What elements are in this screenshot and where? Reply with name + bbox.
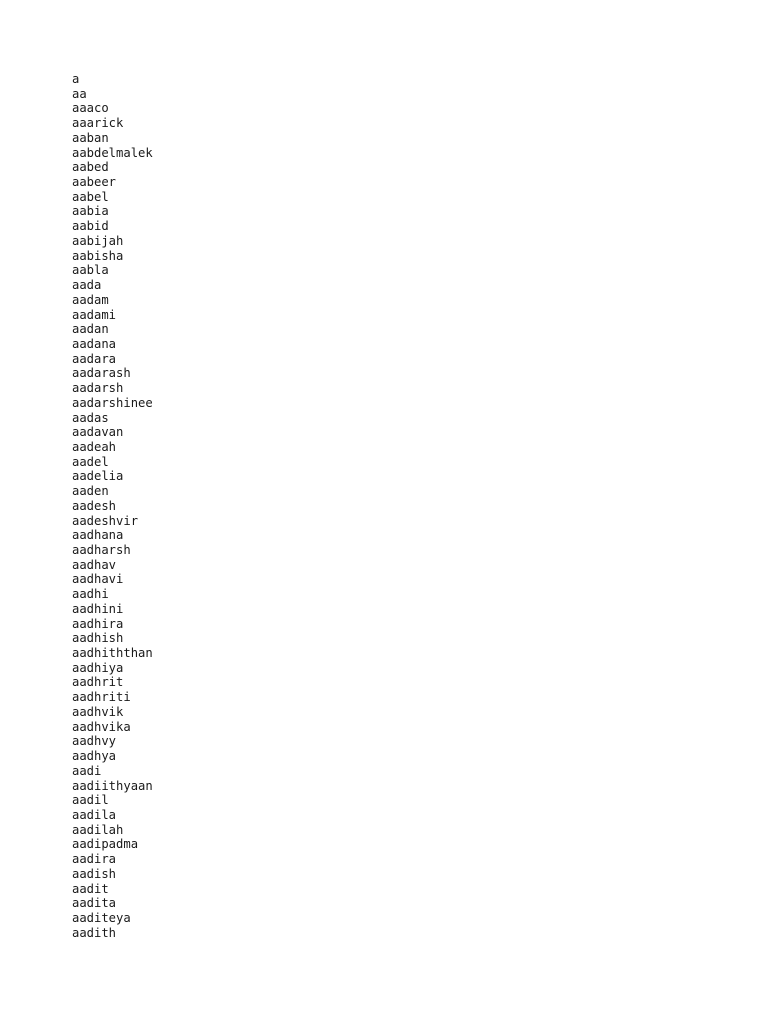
list-item: aadavan xyxy=(72,425,124,440)
list-item: aabeer xyxy=(72,175,117,190)
list-item: aadelia xyxy=(72,469,124,484)
list-item: a xyxy=(72,72,80,86)
list-item: aadara xyxy=(72,351,117,366)
list-item: aabisha xyxy=(72,248,124,263)
list-item: aadhvika xyxy=(72,719,131,734)
list-item: aadarshinee xyxy=(72,395,153,410)
list-item: aadami xyxy=(72,307,117,322)
list-item: aabdelmalek xyxy=(72,145,153,160)
list-item: aaden xyxy=(72,484,109,499)
list-item: aabid xyxy=(72,219,109,234)
list-item: aadhvik xyxy=(72,704,124,719)
list-item: aabla xyxy=(72,263,109,278)
list-item: aadit xyxy=(72,881,109,896)
list-item: aaban xyxy=(72,130,109,145)
list-item: aadhi xyxy=(72,587,109,602)
list-item: aadhav xyxy=(72,557,117,572)
list-item: aadira xyxy=(72,852,117,867)
list-item: aadila xyxy=(72,807,117,822)
list-item: aadhish xyxy=(72,631,124,646)
list-item: aa xyxy=(72,86,87,101)
list-item: aadith xyxy=(72,925,117,940)
list-item: aadhini xyxy=(72,601,124,616)
list-item: aabijah xyxy=(72,233,124,248)
list-item: aadhvy xyxy=(72,734,117,749)
list-item: aadan xyxy=(72,322,109,337)
list-item: aaarick xyxy=(72,116,124,131)
list-item: aadil xyxy=(72,793,109,808)
list-item: aadel xyxy=(72,454,109,469)
list-item: aadi xyxy=(72,763,102,778)
list-item: aabed xyxy=(72,160,109,175)
list-item: aadilah xyxy=(72,822,124,837)
list-item: aaaco xyxy=(72,101,109,116)
list-item: aadharsh xyxy=(72,543,131,557)
list-item: aabel xyxy=(72,189,109,204)
list-item: aadhira xyxy=(72,616,124,631)
list-item: aaditeya xyxy=(72,910,131,925)
list-item: aadhavi xyxy=(72,572,124,587)
list-item: aadhiththan xyxy=(72,646,153,661)
list-item: aadhriti xyxy=(72,690,131,705)
list-item: aadiithyaan xyxy=(72,778,153,793)
list-item: aada xyxy=(72,278,102,293)
list-item: aadarsh xyxy=(72,381,124,396)
list-item: aadesh xyxy=(72,498,117,513)
list-item: aadhrit xyxy=(72,675,124,690)
list-item: aadipadma xyxy=(72,837,139,852)
list-item: aadeah xyxy=(72,439,117,454)
list-item: aadhya xyxy=(72,749,117,764)
list-item: aadish xyxy=(72,866,117,881)
word-list xyxy=(72,72,153,940)
list-item: aadana xyxy=(72,336,117,351)
list-item: aadam xyxy=(72,292,109,307)
list-item: aadhiya xyxy=(72,660,124,675)
list-item: aadarash xyxy=(72,366,131,381)
list-item: aadas xyxy=(72,410,109,425)
list-item: aadita xyxy=(72,896,117,911)
list-item: aadeshvir xyxy=(72,513,139,528)
list-item: aadhana xyxy=(72,528,124,543)
list-item: aabia xyxy=(72,204,109,219)
